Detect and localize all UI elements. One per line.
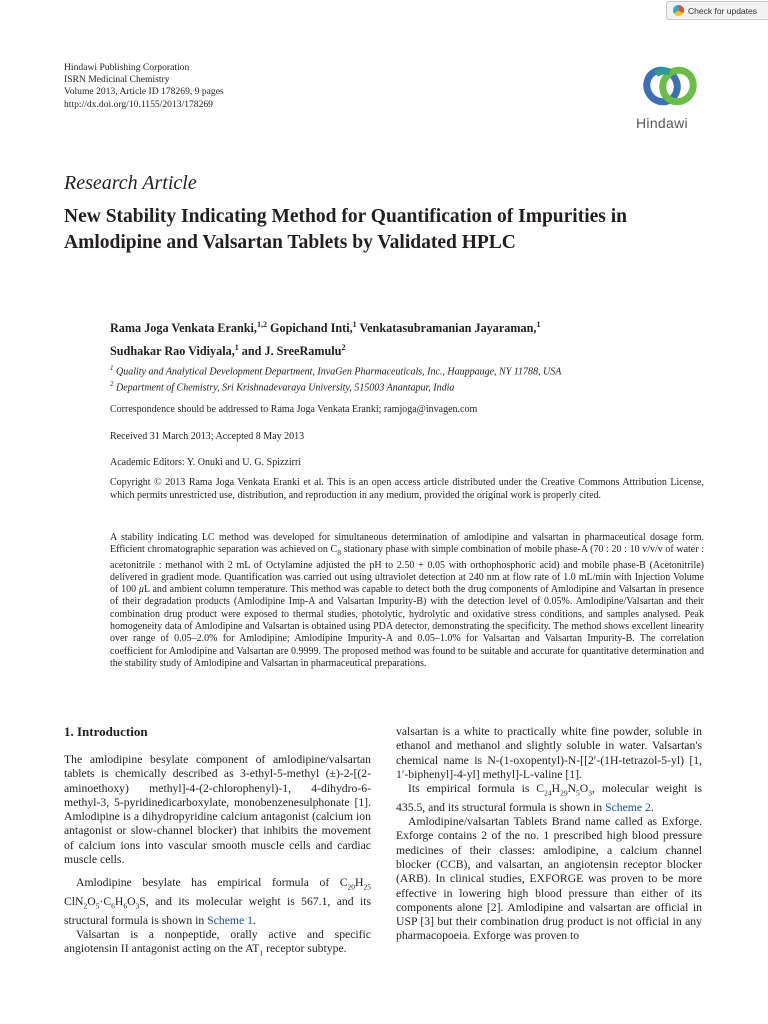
paragraph: valsartan is a white to practically white fine powder, soluble in ethanol and methanol and slightly soluble in water. Valsartan's chemical name is N-(1-oxopentyl)-N-[[2′-(1H-tetrazol-5-yl) [1, 1′-biphenyl]-4-yl] methyl]-L-valine [1]. [396, 725, 702, 781]
author: Venkatasubramanian Jayaraman,$^1$ [356, 320, 541, 336]
dates: Received 31 March 2013; Accepted 8 May 2013 [110, 431, 305, 442]
left-column [64, 753, 371, 961]
scheme-1-link[interactable]: Scheme 1 [207, 913, 253, 927]
article-type: Research Article [64, 172, 197, 194]
author: Rama Joga Venkata Eranki,$^{1,2}$ [110, 320, 267, 336]
section-heading: 1. Introduction [64, 724, 148, 739]
affiliations [110, 362, 690, 395]
crossmark-icon [673, 5, 684, 16]
author: and J. SreeRamulu$^2$ [238, 343, 346, 359]
paragraph: Its empirical formula is $C_{24}H_{29}N_5O_3$, molecular weight is 435.5, and its structural formula is shown in Scheme 2. [396, 782, 702, 814]
author-list [110, 315, 690, 361]
right-column [396, 725, 702, 944]
paragraph: Valsartan is a nonpeptide, orally active and specific angiotensin II antagonist acting on the $AT_1$ receptor subtype. [64, 927, 371, 958]
hindawi-logo-text: Hindawi [636, 115, 688, 131]
check-for-updates-label: Check for updates [688, 5, 757, 16]
abstract: A stability indicating LC method was developed for simultaneous determination of amlodipine and valsartan in pharmaceutical dosage form. Efficient chromatographic separation was achieved on $C_8$ stationary phase with simple combination of mobile phase-A (70 : 20 : 10 v/v/v of water : acetonitrile : methanol with 2 mL of Octylamine adjusted the pH to 2.50 + 0.05 with orthophosphoric acid) and mobile phase-B (Acetonitrile) delivered in gradient mode. Quantification was carried out using ultraviolet detection at 240 nm at flow rate of 1.0 mL/min with Injection Volume of 100 μL and ambient column temperature. This method was capable to detect both the drug components of Amlodipine and Valsartan in presence of their degradation products (Amlodipine Imp-A and Valsartan Impurity-B) with the detection level of 0.05%. Amlodipine/Valsartan and their combination drug product were exposed to thermal studies, photolytic, hydrolytic and oxidative stress conditions, and samples analysed. Peak homogeneity data of Amlodipine and Valsartan is obtained using PDA detector, demonstrating the specificity. The method shows excellent linearity over range of 0.05–2.0% for Amlodipine; Amlodipine Impurity-A and 0.05–1.0% for Valsartan and Valsartan Impurity-B. The correlation coefficient for Amlodipine and Valsartan are 0.9999. The proposed method was found to be suitable and accurate for quantitative determination and the stability study of Amlodipine and Valsartan in pharmaceutical preparations. [110, 532, 704, 669]
journal-name: ISRN Medicinal Chemistry [64, 74, 170, 86]
paragraph: Amlodipine besylate has empirical formula of $C_{20}H_{25}$ $ClN_2O_5\cdot C_6H_6O_3S$, and its molecular weight is 567.1, and its structural formula is shown in Scheme 1. [64, 876, 371, 927]
publisher: Hindawi Publishing Corporation [64, 62, 190, 73]
paragraph: Amlodipine/valsartan Tablets Brand name called as Exforge. Exforge contains 2 of the no. 1 prescribed high blood pressure medicines of their classes: amlodipine, a calcium channel blocker (CCB), and valsartan, an angiotensin receptor blocker (ARB). In clinical studies, EXFORGE was proven to be more effective in lowering high blood pressure than either of its components alone [2]. Amlodipine and valsartan are official in USP [3] but their combination drug product is not official in any pharmacopoeia. Exforge was proven to [396, 815, 702, 943]
copyright: Copyright © 2013 Rama Joga Venkata Eranki et al. This is an open access article distributed under the Creative Commons Attribution License, which permits unrestricted use, distribution, and reproduction in any medium, provided the original work is properly cited. [110, 477, 704, 501]
academic-editors: Academic Editors: Y. Onuki and U. G. Spizzirri [110, 457, 302, 468]
affiliation: $^1$ Quality and Analytical Development Department, InvaGen Pharmaceuticals, Inc., Hauppauge, NY 11788, USA [110, 364, 562, 378]
volume-info: Volume 2013, Article ID 178269, 9 pages [64, 86, 224, 98]
author: Sudhakar Rao Vidiyala,$^1$ [110, 343, 239, 359]
affiliation: $^2$ Department of Chemistry, Sri Krishnadevaraya University, 515003 Anantapur, India [110, 380, 455, 394]
article-title: New Stability Indicating Method for Quantification of Impurities in Amlodipine and Valsartan Tablets by Validated HPLC [64, 206, 627, 253]
publication-info [64, 62, 224, 111]
correspondence: Correspondence should be addressed to Rama Joga Venkata Eranki; ramjoga@invagen.com [110, 404, 478, 415]
check-for-updates-button[interactable] [666, 1, 768, 20]
author: Gopichand Inti,$^1$ [266, 320, 357, 336]
paragraph: The amlodipine besylate component of amlodipine/valsartan tablets is chemically described as 3-ethyl-5-methyl (±)-2-[(2-aminoethoxy) methyl]-4-(2-chlorophenyl)-1, 4-dihydro-6-methyl-3, 5-pyridinedicarboxylate, monobenzenesulphonate [1]. Amlodipine is a dihydropyridine calcium antagonist (calcium ion antagonist or slow-channel blocker) that inhibits the movement of calcium ions into vascular smooth muscle cells and cardiac muscle cells. [64, 753, 371, 867]
scheme-2-link[interactable]: Scheme 2 [605, 800, 651, 814]
doi-link[interactable]: http://dx.doi.org/10.1155/2013/178269 [64, 98, 213, 110]
